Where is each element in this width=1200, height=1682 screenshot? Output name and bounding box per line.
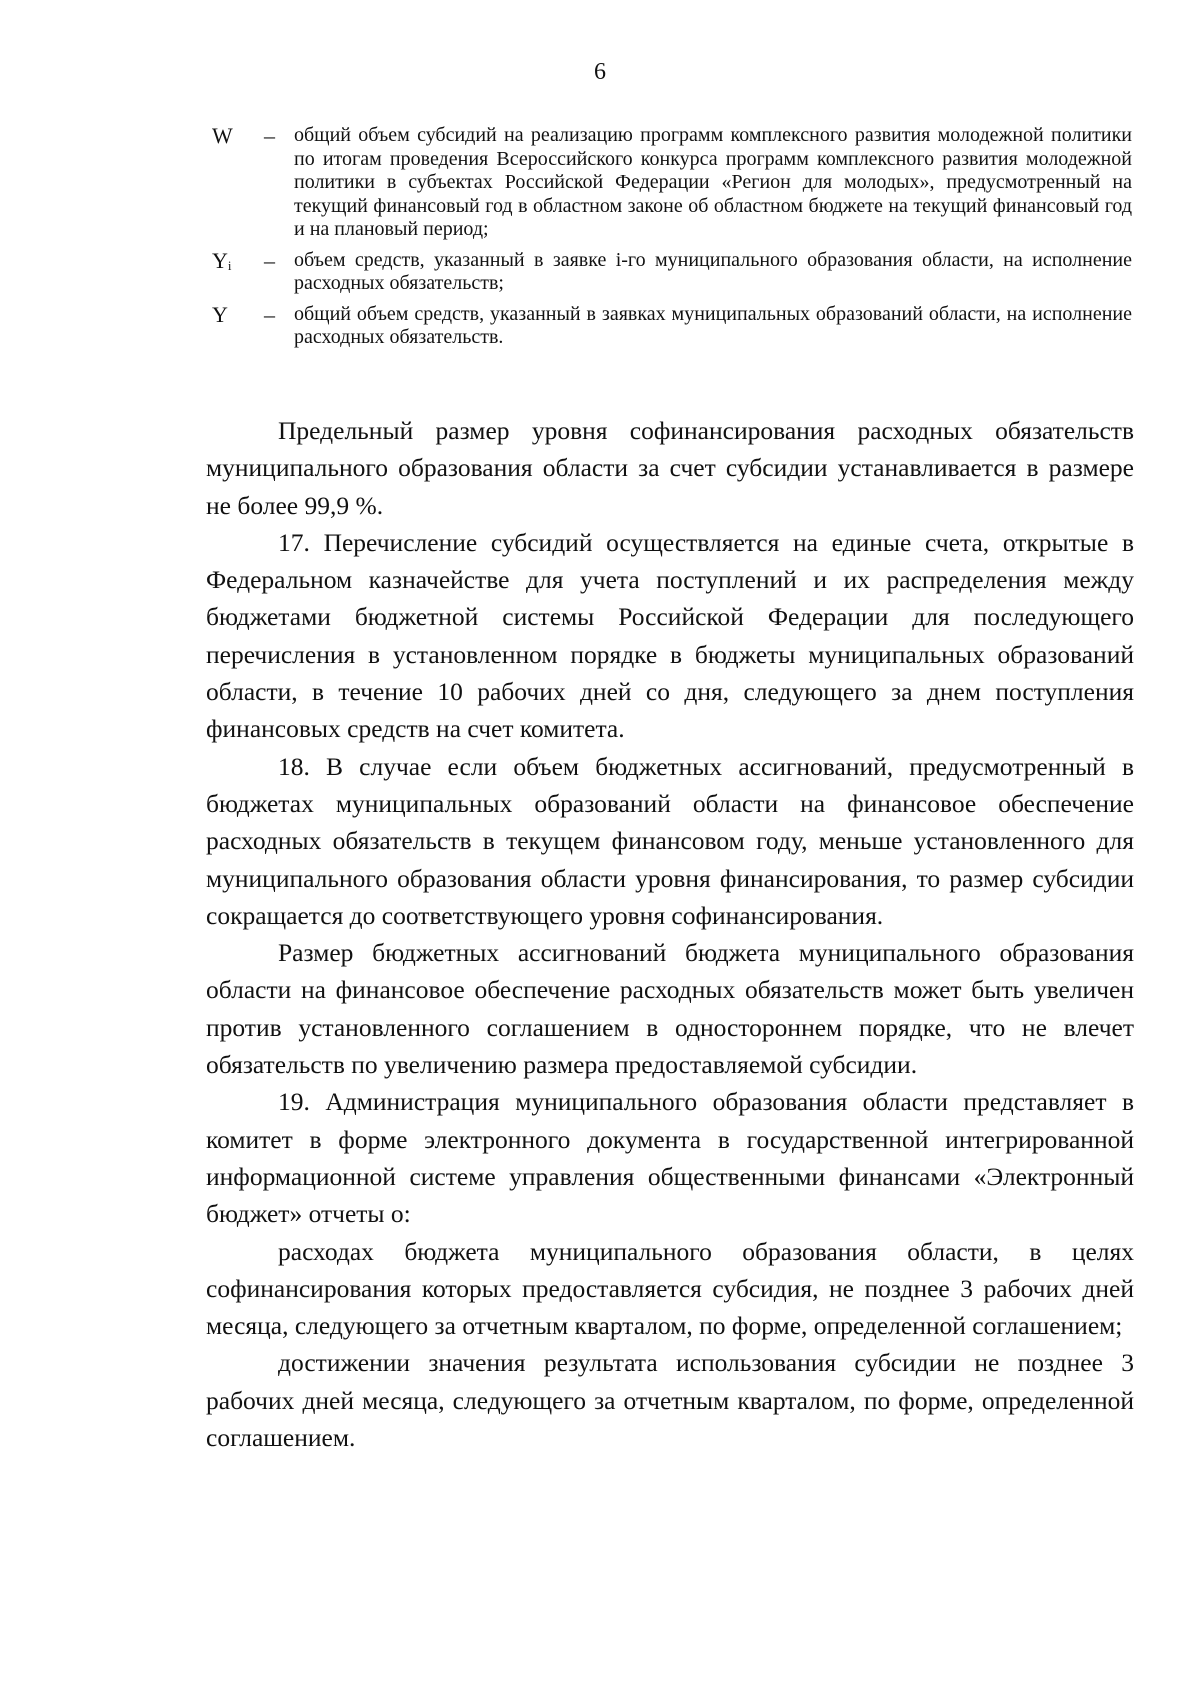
definition-dash: – — [264, 301, 275, 327]
definition-yi — [212, 249, 1132, 296]
paragraph-19: 19. Администрация муниципального образования области представляет в комитет в форме электронного документа в государственной интегрированной информационной системе управления общественными финансами «Электронный бюджет» отчеты о: — [206, 1087, 1134, 1229]
paragraph-18: 18. В случае если объем бюджетных ассигнований, предусмотренный в бюджетах муниципальных образований области на финансовое обеспечение расходных обязательств в текущем финансовом году, меньше установленного для муниципального образования области уровня финансирования, то размер субсидии сокращается до соответствующего уровня софинансирования. — [206, 751, 1134, 930]
definition-text: объем средств, указанный в заявке i-го муниципального образования области, на исполнение расходных обязательств; — [294, 248, 1132, 294]
paragraph-budget-allocation: Размер бюджетных ассигнований бюджета муниципального образования области на финансовое обеспечение расходных обязательств может быть увеличен против установленного соглашением в одностороннем порядке, что не влечет обязательств по увеличению размера предоставляемой субсидии. — [206, 938, 1134, 1080]
paragraph-17: 17. Перечисление субсидий осуществляется на единые счета, открытые в Федеральном казначействе для учета поступлений и их распределения между бюджетами бюджетной системы Российской Федерации для последующего перечисления в установленном порядке в бюджеты муниципальных образований области, в течение 10 рабочих дней со дня, следующего за днем поступления финансовых средств на счет комитета. — [206, 527, 1134, 744]
page-number: 6 — [594, 59, 606, 85]
definition-dash: – — [264, 123, 275, 148]
document-body — [206, 412, 1134, 1456]
definition-y — [212, 303, 1132, 350]
definition-symbol: Y — [212, 301, 228, 327]
paragraph-cofinancing-limit: Предельный размер уровня софинансирования расходных обязательств муниципального образования области за счет субсидии устанавливается в размере не более 99,9 %. — [206, 416, 1134, 520]
definition-symbol: $Y_i$ — [212, 247, 232, 273]
definition-text: общий объем средств, указанный в заявках муниципальных образований области, на исполнение расходных обязательств. — [294, 302, 1132, 348]
definition-w — [212, 124, 1132, 242]
variable-definitions — [212, 124, 1132, 357]
definition-symbol: W — [212, 123, 233, 148]
definition-text: общий объем субсидий на реализацию программ комплексного развития молодежной политики по итогам проведения Всероссийского конкурса программ комплексного развития молодежной политики в субъектах Российской Федерации «Регион для молодых», предусмотренный на текущий финансовый год в областном законе об областном бюджете на текущий финансовый год и на плановый период; — [294, 124, 1132, 240]
paragraph-report-expenses: расходах бюджета муниципального образования области, в целях софинансирования которых предоставляется субсидия, не позднее 3 рабочих дней месяца, следующего за отчетным кварталом, по форме, определенной соглашением; — [206, 1236, 1134, 1341]
definition-dash: – — [264, 247, 275, 273]
paragraph-report-results: достижении значения результата использования субсидии не позднее 3 рабочих дней месяца, следующего за отчетным кварталом, по форме, определенной соглашением. — [206, 1348, 1134, 1453]
